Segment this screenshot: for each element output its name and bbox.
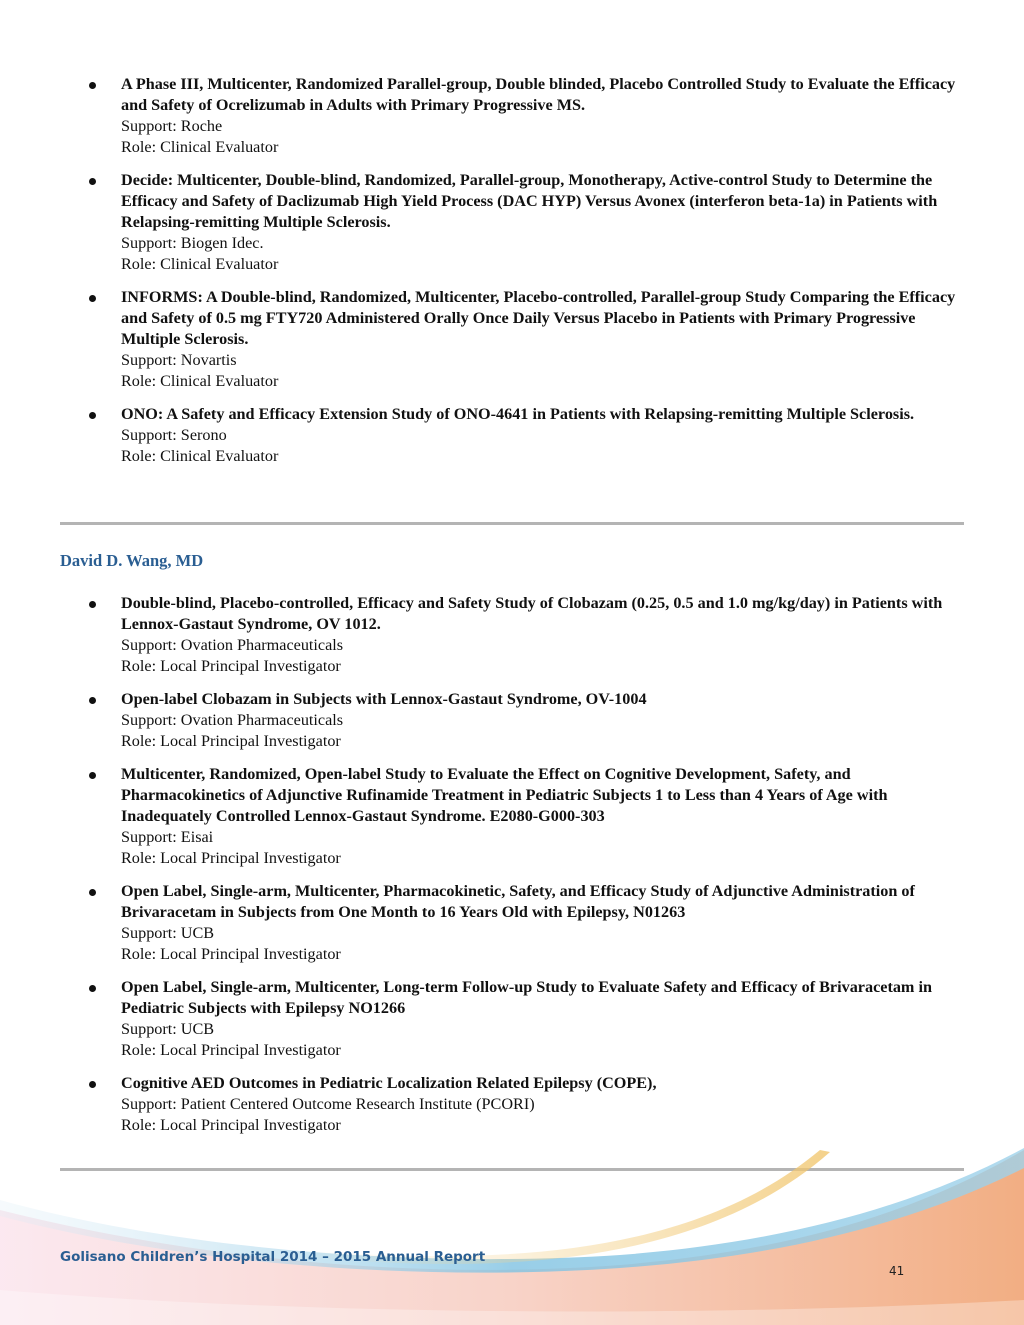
list-item [0, 1073, 1024, 1136]
bullet-icon [89, 601, 96, 608]
study-role: Role: Local Principal Investigator [121, 732, 341, 750]
study-title: Decide: Multicenter, Double-blind, Randomized, Parallel-group, Monotherapy, Active-control Study to Determine the Efficacy and Safety of Daclizumab High Yield Process (DAC HYP) Versus Avonex (interferon beta-1a) in Patients with Relapsing-remitting Multiple Sclerosis. [121, 171, 938, 231]
list-item [0, 170, 1024, 275]
study-title: ONO: A Safety and Efficacy Extension Study of ONO-4641 in Patients with Relapsing-remitting Multiple Sclerosis. [121, 405, 915, 423]
list-item [0, 689, 1024, 752]
study-list-section2 [0, 593, 1024, 1148]
bullet-icon [89, 697, 96, 704]
bullet-icon [89, 889, 96, 896]
study-support: Support: Biogen Idec. [121, 234, 264, 252]
study-title: Open Label, Single-arm, Multicenter, Pharmacokinetic, Safety, and Efficacy Study of Adjunctive Administration of Brivaracetam in Subjects from One Month to 16 Years Old with Epilepsy, N01263 [121, 882, 915, 921]
study-support: Support: Ovation Pharmaceuticals [121, 711, 344, 729]
study-support: Support: Novartis [121, 351, 237, 369]
list-item [0, 881, 1024, 965]
study-support: Support: Eisai [121, 828, 214, 846]
list-item [0, 287, 1024, 392]
footer-swoosh-graphic [0, 1140, 1024, 1325]
study-title: Cognitive AED Outcomes in Pediatric Localization Related Epilepsy (COPE), [121, 1074, 657, 1092]
study-list-section1 [0, 74, 1024, 479]
study-role: Role: Clinical Evaluator [121, 372, 279, 390]
study-title: Open Label, Single-arm, Multicenter, Long-term Follow-up Study to Evaluate Safety and Efficacy of Brivaracetam in Pediatric Subjects with Epilepsy NO1266 [121, 978, 932, 1017]
study-support: Support: Patient Centered Outcome Research Institute (PCORI) [121, 1095, 535, 1113]
bullet-icon [89, 295, 96, 302]
footer-report-title: Golisano Children’s Hospital 2014 – 2015 Annual Report [60, 1249, 486, 1265]
page-number: 41 [889, 1264, 905, 1278]
study-role: Role: Clinical Evaluator [121, 447, 279, 465]
study-support: Support: UCB [121, 1020, 215, 1038]
study-role: Role: Clinical Evaluator [121, 255, 279, 273]
study-role: Role: Clinical Evaluator [121, 138, 279, 156]
investigator-name: David D. Wang, MD [60, 551, 204, 570]
bullet-icon [89, 178, 96, 185]
study-role: Role: Local Principal Investigator [121, 945, 341, 963]
bullet-icon [89, 772, 96, 779]
list-item [0, 404, 1024, 467]
list-item [0, 977, 1024, 1061]
study-support: Support: Roche [121, 117, 223, 135]
bullet-icon [89, 985, 96, 992]
study-support: Support: Serono [121, 426, 227, 444]
study-role: Role: Local Principal Investigator [121, 1116, 341, 1134]
study-role: Role: Local Principal Investigator [121, 1041, 341, 1059]
study-support: Support: UCB [121, 924, 215, 942]
study-title: Open-label Clobazam in Subjects with Lennox-Gastaut Syndrome, OV-1004 [121, 690, 647, 708]
bullet-icon [89, 1081, 96, 1088]
study-title: Double-blind, Placebo-controlled, Efficacy and Safety Study of Clobazam (0.25, 0.5 and 1.0 mg/kg/day) in Patients with Lennox-Gastaut Syndrome, OV 1012. [121, 594, 943, 633]
study-role: Role: Local Principal Investigator [121, 849, 341, 867]
study-title: INFORMS: A Double-blind, Randomized, Multicenter, Placebo-controlled, Parallel-group Study Comparing the Efficacy and Safety of 0.5 mg FTY720 Administered Orally Once Daily Versus Placebo in Patients with Primary Progressive Multiple Sclerosis. [121, 288, 956, 348]
study-support: Support: Ovation Pharmaceuticals [121, 636, 344, 654]
list-item [0, 74, 1024, 158]
study-role: Role: Local Principal Investigator [121, 657, 341, 675]
bullet-icon [89, 82, 96, 89]
bullet-icon [89, 412, 96, 419]
list-item [0, 764, 1024, 869]
section-divider [60, 522, 964, 525]
study-title: Multicenter, Randomized, Open-label Study to Evaluate the Effect on Cognitive Development, Safety, and Pharmacokinetics of Adjunctive Rufinamide Treatment in Pediatric Subjects 1 to Less than 4 Years of Age with Inadequately Controlled Lennox-Gastaut Syndrome. E2080-G000-303 [121, 765, 888, 825]
list-item [0, 593, 1024, 677]
study-title: A Phase III, Multicenter, Randomized Parallel-group, Double blinded, Placebo Controlled Study to Evaluate the Efficacy and Safety of Ocrelizumab in Adults with Primary Progressive MS. [121, 75, 956, 114]
